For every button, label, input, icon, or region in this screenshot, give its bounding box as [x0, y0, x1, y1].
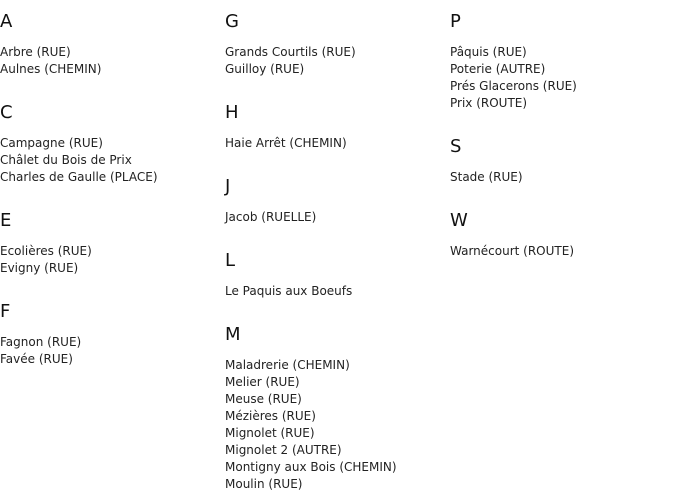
letter-group-w: [450, 210, 575, 258]
street-link[interactable]: Prix (ROUTE): [450, 96, 528, 110]
street-list: [225, 44, 356, 78]
street-link[interactable]: Evigny (RUE): [0, 261, 79, 275]
street-link[interactable]: Ecolières (RUE): [0, 244, 92, 258]
street-list: [0, 135, 158, 186]
letter-group-s: [450, 136, 523, 184]
street-link[interactable]: Meuse (RUE): [225, 392, 302, 406]
letter-group-p: [450, 11, 577, 110]
street-list: [450, 44, 577, 112]
street-link[interactable]: Pâquis (RUE): [450, 45, 527, 59]
letter-group-m: [225, 324, 397, 491]
letter-group-g: [225, 11, 356, 76]
street-link[interactable]: Le Paquis aux Boeufs: [225, 284, 353, 298]
group-letter: G: [225, 11, 239, 32]
group-letter: W: [450, 210, 468, 231]
street-link[interactable]: Aulnes (CHEMIN): [0, 62, 102, 76]
group-letter: M: [225, 324, 241, 345]
street-link[interactable]: Poterie (AUTRE): [450, 62, 546, 76]
street-link[interactable]: Mignolet 2 (AUTRE): [225, 443, 342, 457]
street-link[interactable]: Châlet du Bois de Prix: [0, 153, 132, 167]
group-letter: L: [225, 250, 236, 271]
street-list: [225, 357, 397, 493]
letter-group-h: [225, 102, 347, 150]
street-link[interactable]: Maladrerie (CHEMIN): [225, 358, 350, 372]
group-letter: S: [450, 136, 462, 157]
street-list: [450, 243, 574, 260]
group-letter: C: [0, 102, 13, 123]
street-link[interactable]: Moulin (RUE): [225, 477, 303, 491]
letter-group-j: [225, 176, 317, 224]
street-link[interactable]: Grands Courtils (RUE): [225, 45, 356, 59]
street-link[interactable]: Jacob (RUELLE): [225, 210, 317, 224]
street-link[interactable]: Charles de Gaulle (PLACE): [0, 170, 158, 184]
street-link[interactable]: Favée (RUE): [0, 352, 73, 366]
group-letter: P: [450, 11, 461, 32]
street-list: [225, 209, 316, 226]
street-link[interactable]: Arbre (RUE): [0, 45, 71, 59]
street-link[interactable]: Warnécourt (ROUTE): [450, 244, 575, 258]
street-link[interactable]: Stade (RUE): [450, 170, 523, 184]
group-letter: J: [225, 176, 231, 197]
street-list: [225, 135, 347, 152]
street-list: [0, 243, 92, 277]
street-link[interactable]: Mézières (RUE): [225, 409, 316, 423]
street-link[interactable]: Mignolet (RUE): [225, 426, 315, 440]
group-letter: A: [0, 11, 13, 32]
street-link[interactable]: Montigny aux Bois (CHEMIN): [225, 460, 397, 474]
street-list: [450, 169, 523, 186]
street-link[interactable]: Haie Arrêt (CHEMIN): [225, 136, 347, 150]
group-letter: F: [0, 301, 11, 322]
letter-group-a: [0, 11, 102, 76]
street-link[interactable]: Melier (RUE): [225, 375, 300, 389]
letter-group-l: [225, 250, 353, 298]
street-link[interactable]: Guilloy (RUE): [225, 62, 305, 76]
letter-group-e: [0, 210, 92, 275]
group-letter: H: [225, 102, 239, 123]
group-letter: E: [0, 210, 12, 231]
letter-group-c: [0, 102, 158, 184]
street-link[interactable]: Prés Glacerons (RUE): [450, 79, 577, 93]
street-link[interactable]: Campagne (RUE): [0, 136, 103, 150]
street-link[interactable]: Fagnon (RUE): [0, 335, 82, 349]
street-list: [225, 283, 352, 300]
street-list: [0, 44, 101, 78]
letter-group-f: [0, 301, 82, 366]
street-list: [0, 334, 81, 368]
